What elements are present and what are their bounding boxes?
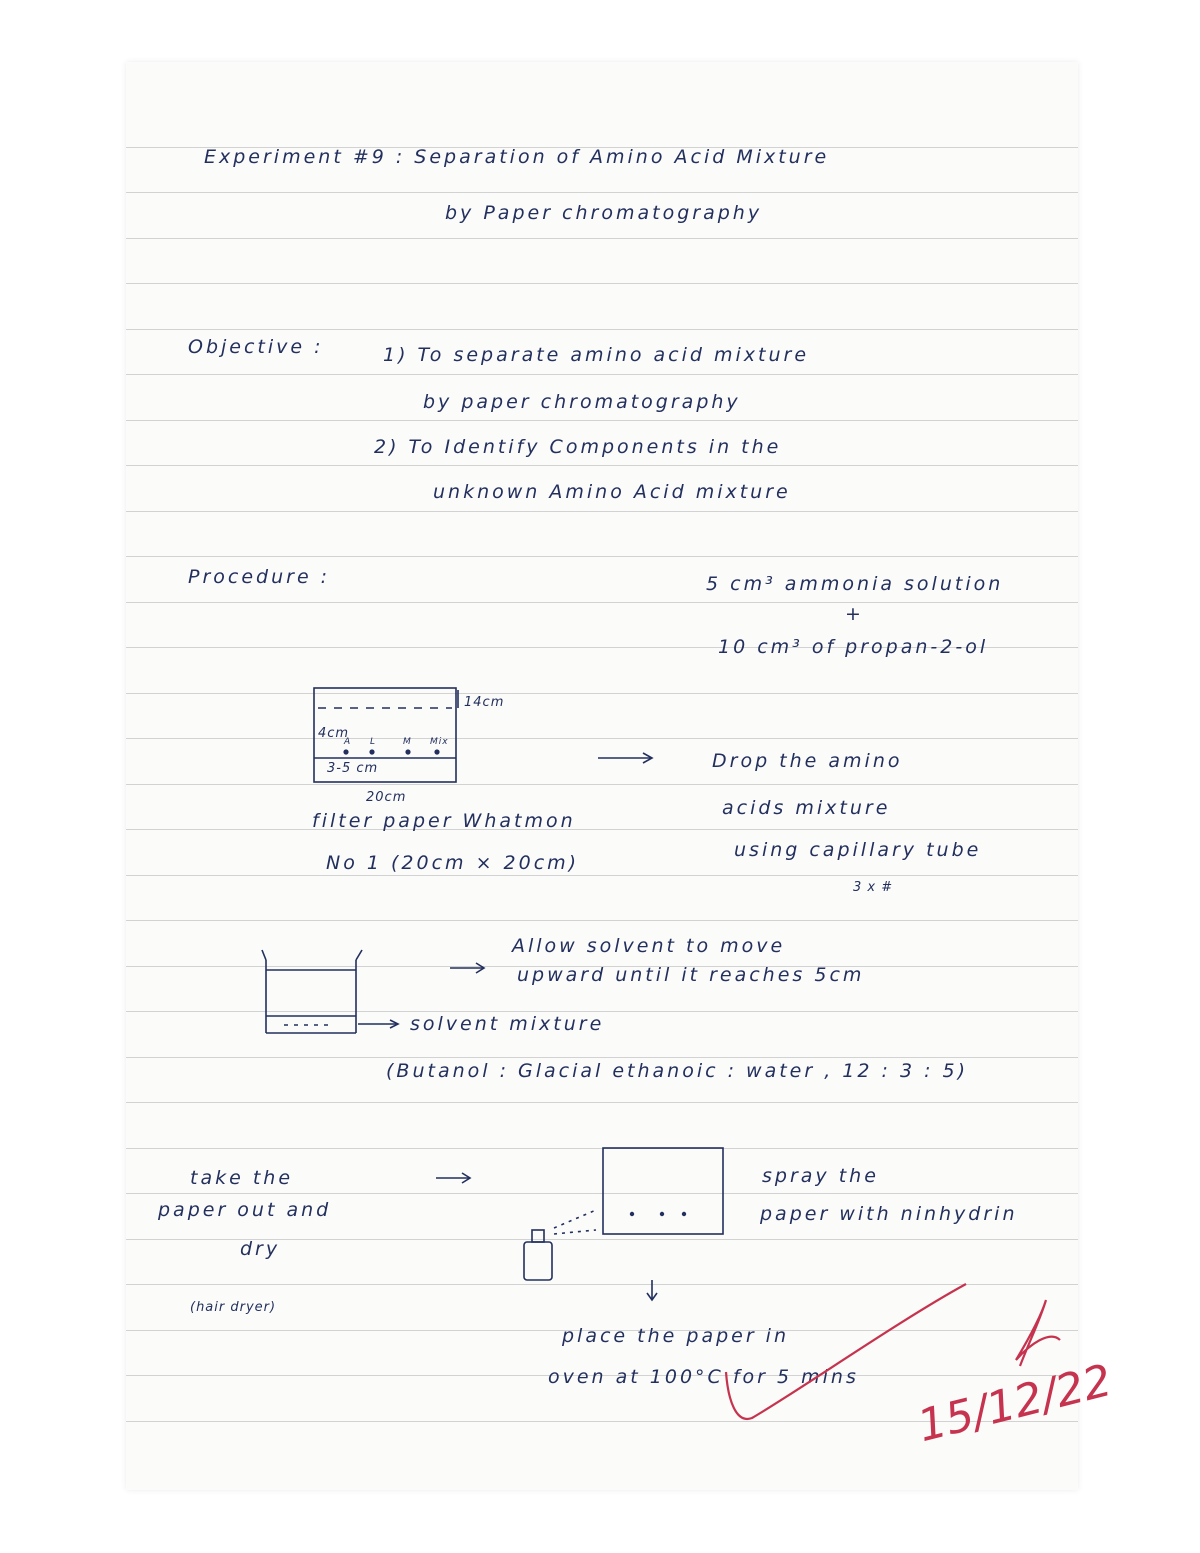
- solvent-label: solvent mixture: [410, 1013, 605, 1035]
- objective-item: 1) To separate amino acid mixture: [383, 344, 810, 366]
- step4-line: spray the: [762, 1165, 879, 1187]
- step4-line: paper with ninhydrin: [760, 1203, 1018, 1225]
- step2-line: Allow solvent to move: [512, 935, 786, 957]
- spot-label: M: [403, 737, 412, 747]
- spot-label: L: [370, 737, 377, 747]
- step1-line: Drop the amino: [712, 750, 903, 772]
- step3-line: paper out and: [158, 1199, 332, 1221]
- beaker-lip: [262, 950, 266, 960]
- step1-line: using capillary tube: [734, 839, 982, 861]
- experiment-title: Experiment #9 : Separation of Amino Acid Mixture: [204, 146, 830, 168]
- reagent-plus: +: [845, 603, 864, 625]
- filter-paper-diagram: [314, 688, 456, 782]
- label-top-gap: 14cm: [464, 695, 505, 710]
- label-base-gap: 3-5 cm: [327, 761, 379, 776]
- step1-note: 3 x #: [853, 880, 894, 895]
- step3-line: dry: [240, 1238, 281, 1260]
- step3-note: (hair dryer): [190, 1300, 277, 1315]
- objective-item: 2) To Identify Components in the: [374, 436, 782, 458]
- sample-spot: [369, 749, 374, 754]
- objective-item: by paper chromatography: [423, 391, 741, 413]
- paper-caption-size: No 1 (20cm × 20cm): [326, 852, 580, 874]
- step1-line: acids mixture: [722, 797, 891, 819]
- spray-bottle-icon: [524, 1242, 552, 1280]
- objective-label: Objective :: [188, 336, 324, 358]
- ninhydrin-spot: [682, 1212, 686, 1216]
- objective-item: unknown Amino Acid mixture: [433, 481, 791, 503]
- ninhydrin-spot: [630, 1212, 634, 1216]
- label-width: 20cm: [366, 790, 407, 805]
- solvent-ratio: (Butanol : Glacial ethanoic : water , 12 : 3 : 5): [386, 1060, 969, 1082]
- reagent-propanol: 10 cm³ of propan-2-ol: [718, 636, 989, 658]
- step5-line: oven at 100°C for 5 mins: [548, 1366, 859, 1388]
- reagent-ammonia: 5 cm³ ammonia solution: [706, 573, 1004, 595]
- paper-caption: filter paper Whatmon: [312, 810, 576, 832]
- ninhydrin-spot: [660, 1212, 664, 1216]
- procedure-label: Procedure :: [188, 566, 331, 588]
- step3-line: take the: [190, 1167, 294, 1189]
- step5-line: place the paper in: [562, 1325, 790, 1347]
- sprayed-paper: [603, 1148, 723, 1234]
- examiner-date: 15/12/22: [912, 1354, 1117, 1453]
- sample-spot: [434, 749, 439, 754]
- sample-spot: [343, 749, 348, 754]
- label-spot-gap: 4cm: [318, 726, 350, 741]
- experiment-subtitle: by Paper chromatography: [445, 202, 763, 224]
- step2-line: upward until it reaches 5cm: [517, 964, 865, 986]
- spot-label: A: [344, 737, 352, 747]
- spot-label: Mix: [430, 737, 449, 747]
- sample-spot: [405, 749, 410, 754]
